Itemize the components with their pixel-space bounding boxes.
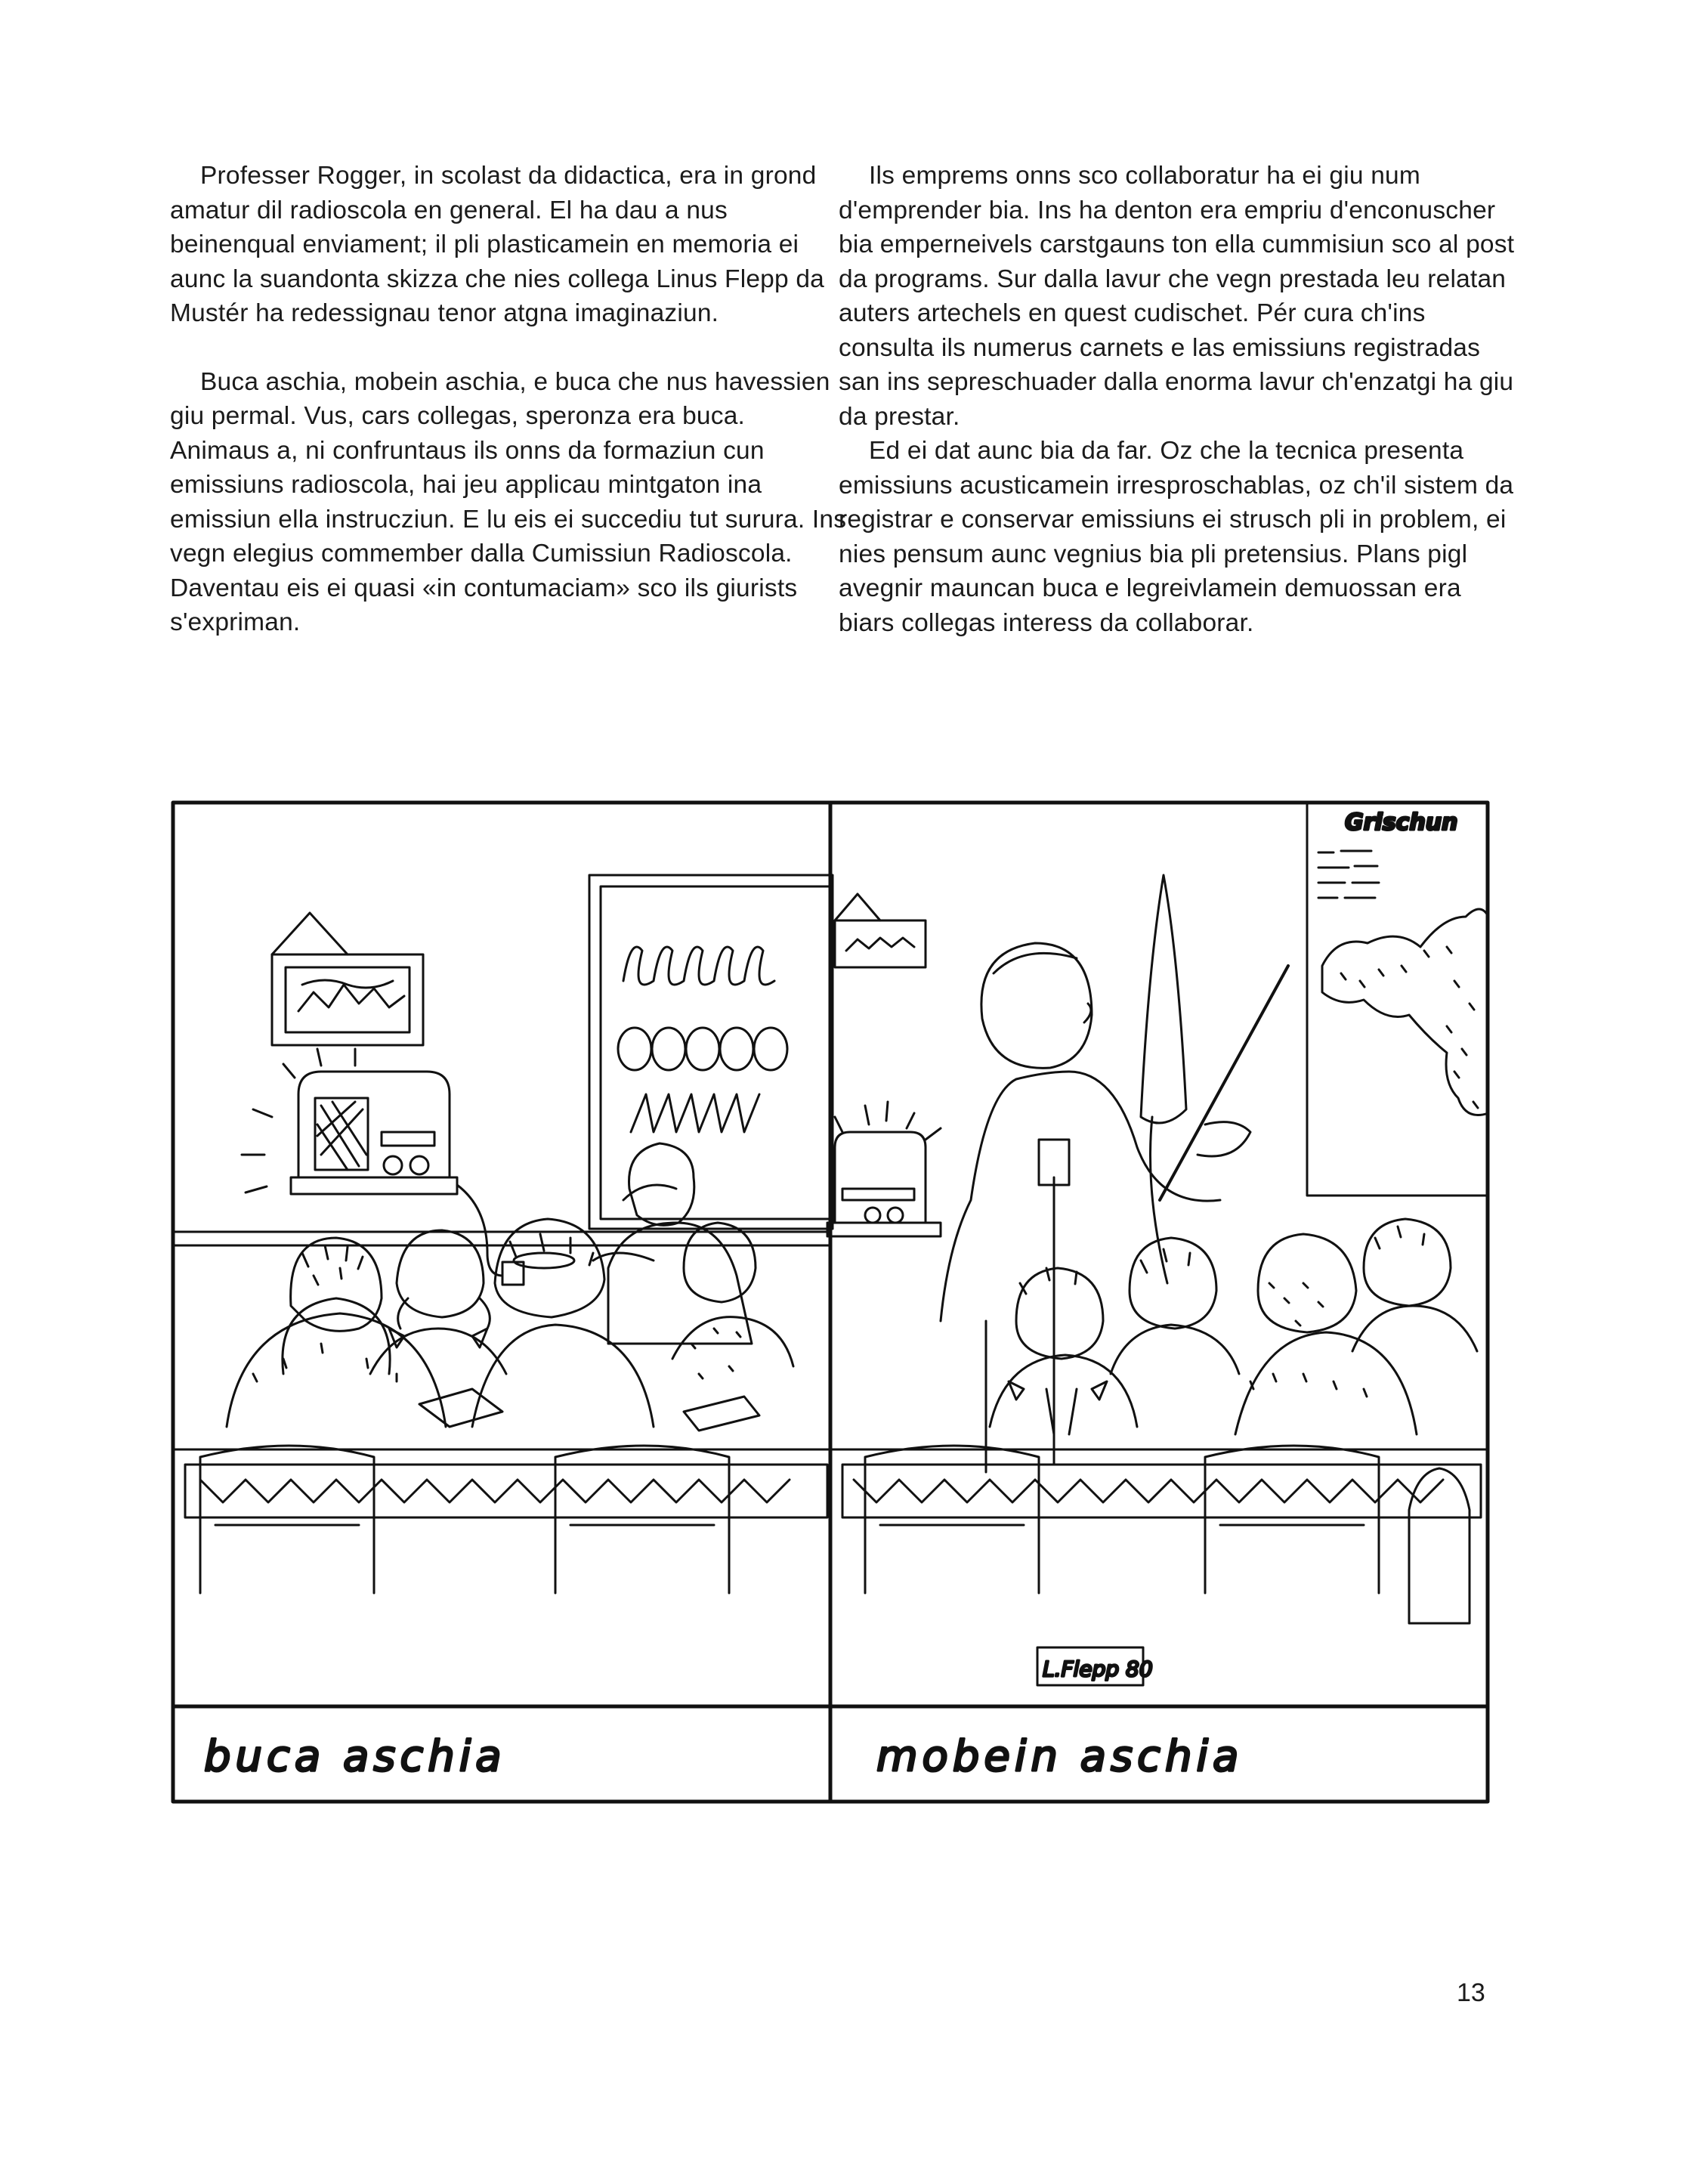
caption-left: buca aschia: [204, 1732, 506, 1781]
right-panel-drawing: [827, 803, 1488, 1685]
caption-right: mobein aschia: [876, 1732, 1244, 1781]
paragraph: Ils emprems onns sco collaboratur ha ei giu num d'emprender bia. Ins ha denton era empriu d'enconuscher bia emperneivels carstgauns ton ella cummisiun sco al post da programs. Sur dalla lavur che vegn prestada leu relatan auters artechels en quest cudischet. Pér cura ch'ins consulta ils numerus carnets e las emissiuns registradas san ins sepreschuader dalla enorma lavur ch'enzatgi ha giu da prestar.: [839, 162, 1515, 431]
map-title: Grischun: [1345, 809, 1458, 836]
left-panel-drawing: [173, 875, 833, 1593]
paragraph: Buca aschia, mobein aschia, e buca che nus havessien giu permal. Vus, cars collegas, speronza era buca. Animaus a, ni confruntaus ils onns da formaziun cun emissiuns radioscola, hai jeu applicau mintgaton ina emissiun ella instrucziun. E lu eis ei succediu tut surura. Ins vegn elegius commember dalla Cumissiun Radioscola. Daventau eis ei quasi «in contumaciam» sco ils giurists s'expriman.: [170, 367, 847, 636]
paragraph: Ed ei dat aunc bia da far. Oz che la tecnica presenta emissiuns acusticamein irresproschablas, oz ch'il sistem da registrar e conservar emissiuns ei strusch pli in problem, ei nies pensum aunc vegnius bia pli pretensius. Plans pigl avegnir mauncan buca e legreivlamein demuossan era biars collegas interess da collaborar.: [839, 437, 1514, 637]
paragraph: Professer Rogger, in scolast da didactica, era in grond amatur dil radioscola en general. El ha dau a nus beinenqual enviament; il pli plasticamein en memoria ei aunc la suandonta skizza che nies collega Linus Flepp da Mustér ha redessignau tenor atgna imaginaziun.: [170, 162, 825, 327]
text-column-right: [839, 159, 1522, 640]
classroom-illustration: [170, 800, 1491, 1805]
page-number: 13: [1457, 1978, 1485, 2007]
text-column-left: [170, 159, 850, 640]
artist-signature: L.Flepp 80: [1043, 1657, 1153, 1681]
